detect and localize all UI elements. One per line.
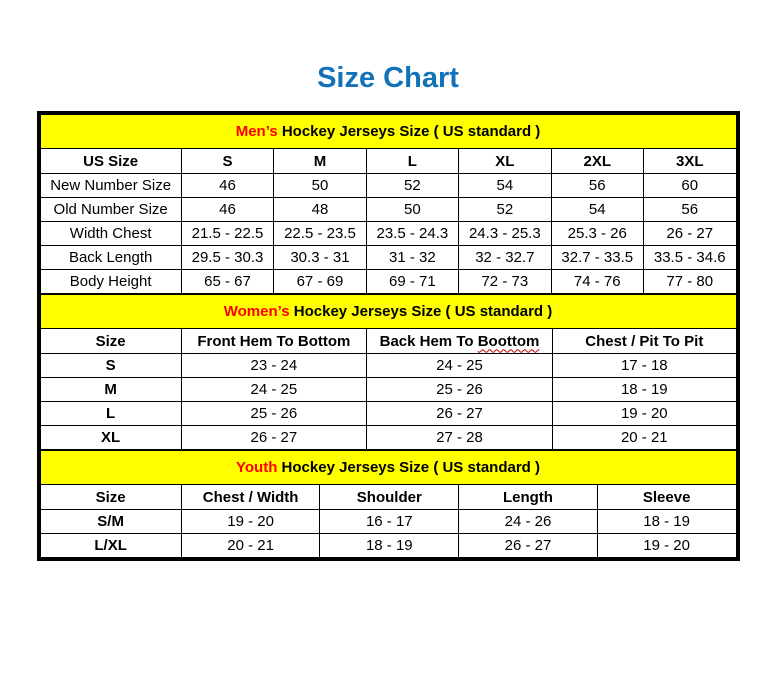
table-row (40, 402, 736, 426)
table-row (40, 222, 736, 246)
section-accent-word: Men’s (235, 123, 278, 140)
size-value-cell: 26 - 27 (643, 222, 736, 246)
table-row (40, 246, 736, 270)
size-value-cell: 52 (459, 198, 551, 222)
size-value-cell: 52 (366, 174, 458, 198)
column-header: Sleeve (597, 485, 736, 510)
column-header: 3XL (643, 149, 736, 174)
size-value-cell: 27 - 28 (366, 426, 552, 450)
row-label: Old Number Size (40, 198, 181, 222)
size-value-cell: 67 - 69 (274, 270, 366, 294)
size-value-cell: 22.5 - 23.5 (274, 222, 366, 246)
table-row (40, 378, 736, 402)
size-value-cell: 56 (551, 174, 643, 198)
row-label: S/M (40, 510, 181, 534)
section-title-rest: Hockey Jerseys Size ( US standard ) (277, 123, 541, 140)
section-accent-word: Women’s (223, 303, 290, 320)
size-value-cell: 65 - 67 (181, 270, 273, 294)
section-accent-word: Youth (236, 459, 278, 476)
womens-size-table (40, 294, 737, 450)
column-header: Size (40, 329, 181, 354)
row-label: Width Chest (40, 222, 181, 246)
size-value-cell: 31 - 32 (366, 246, 458, 270)
section-title-rest: Hockey Jerseys Size ( US standard ) (289, 303, 553, 320)
size-value-cell: 46 (181, 198, 273, 222)
column-header: Chest / Pit To Pit (553, 329, 736, 354)
size-value-cell: 32 - 32.7 (459, 246, 551, 270)
column-header: US Size (40, 149, 181, 174)
size-value-cell: 50 (366, 198, 458, 222)
size-value-cell: 25 - 26 (366, 378, 552, 402)
section-title-rest: Hockey Jerseys Size ( US standard ) (277, 459, 540, 476)
row-label: L/XL (40, 534, 181, 558)
size-value-cell: 26 - 27 (459, 534, 598, 558)
size-value-cell: 25 - 26 (181, 402, 366, 426)
size-value-cell: 29.5 - 30.3 (181, 246, 273, 270)
table-row (40, 270, 736, 294)
size-value-cell: 46 (181, 174, 273, 198)
size-value-cell: 32.7 - 33.5 (551, 246, 643, 270)
mens-size-table (40, 114, 737, 294)
size-value-cell: 54 (551, 198, 643, 222)
table-section-title (40, 451, 736, 485)
row-label: M (40, 378, 181, 402)
size-value-cell: 17 - 18 (553, 354, 736, 378)
size-value-cell: 21.5 - 22.5 (181, 222, 273, 246)
mens-section-band (40, 115, 736, 149)
size-value-cell: 77 - 80 (643, 270, 736, 294)
column-header: Size (40, 485, 181, 510)
size-value-cell: 24.3 - 25.3 (459, 222, 551, 246)
table-row (40, 510, 736, 534)
size-value-cell: 30.3 - 31 (274, 246, 366, 270)
table-row (40, 174, 736, 198)
column-header: Front Hem To Bottom (181, 329, 366, 354)
column-header: Chest / Width (181, 485, 320, 510)
row-label: XL (40, 426, 181, 450)
page-title: Size Chart (317, 62, 459, 94)
size-value-cell: 16 - 17 (320, 510, 459, 534)
size-value-cell: 19 - 20 (553, 402, 736, 426)
column-header: L (366, 149, 458, 174)
size-value-cell: 24 - 25 (366, 354, 552, 378)
table-section-title (40, 115, 736, 149)
size-value-cell: 24 - 25 (181, 378, 366, 402)
size-value-cell: 18 - 19 (597, 510, 736, 534)
size-value-cell: 56 (643, 198, 736, 222)
size-value-cell: 74 - 76 (551, 270, 643, 294)
size-value-cell: 23.5 - 24.3 (366, 222, 458, 246)
size-value-cell: 20 - 21 (181, 534, 320, 558)
row-label: New Number Size (40, 174, 181, 198)
womens-section-band (40, 295, 736, 329)
size-value-cell: 60 (643, 174, 736, 198)
size-value-cell: 19 - 20 (597, 534, 736, 558)
column-header: S (181, 149, 273, 174)
size-value-cell: 48 (274, 198, 366, 222)
size-value-cell: 18 - 19 (320, 534, 459, 558)
size-value-cell: 20 - 21 (553, 426, 736, 450)
row-label: Back Length (40, 246, 181, 270)
header-text: Back Hem To (379, 332, 478, 350)
size-value-cell: 26 - 27 (366, 402, 552, 426)
size-value-cell: 18 - 19 (553, 378, 736, 402)
column-header: Length (459, 485, 598, 510)
mens-header-row (40, 149, 736, 174)
column-header: 2XL (551, 149, 643, 174)
size-value-cell: 33.5 - 34.6 (643, 246, 736, 270)
size-value-cell: 72 - 73 (459, 270, 551, 294)
size-value-cell: 19 - 20 (181, 510, 320, 534)
womens-header-row (40, 329, 736, 354)
size-value-cell: 26 - 27 (181, 426, 366, 450)
size-value-cell: 23 - 24 (181, 354, 366, 378)
table-section-title (40, 295, 736, 329)
size-value-cell: 69 - 71 (366, 270, 458, 294)
size-value-cell: 24 - 26 (459, 510, 598, 534)
row-label: S (40, 354, 181, 378)
size-value-cell: 50 (274, 174, 366, 198)
table-row (40, 198, 736, 222)
column-header: M (274, 149, 366, 174)
youth-size-table (40, 450, 737, 558)
column-header: Shoulder (320, 485, 459, 510)
column-header (366, 329, 552, 354)
size-chart-tables (37, 111, 740, 561)
table-row (40, 534, 736, 558)
row-label: L (40, 402, 181, 426)
youth-section-band (40, 451, 736, 485)
column-header: XL (459, 149, 551, 174)
size-value-cell: 54 (459, 174, 551, 198)
table-row (40, 426, 736, 450)
row-label: Body Height (40, 270, 181, 294)
size-value-cell: 25.3 - 26 (551, 222, 643, 246)
table-row (40, 354, 736, 378)
misspelled-word: Boottom (477, 332, 540, 350)
youth-header-row (40, 485, 736, 510)
